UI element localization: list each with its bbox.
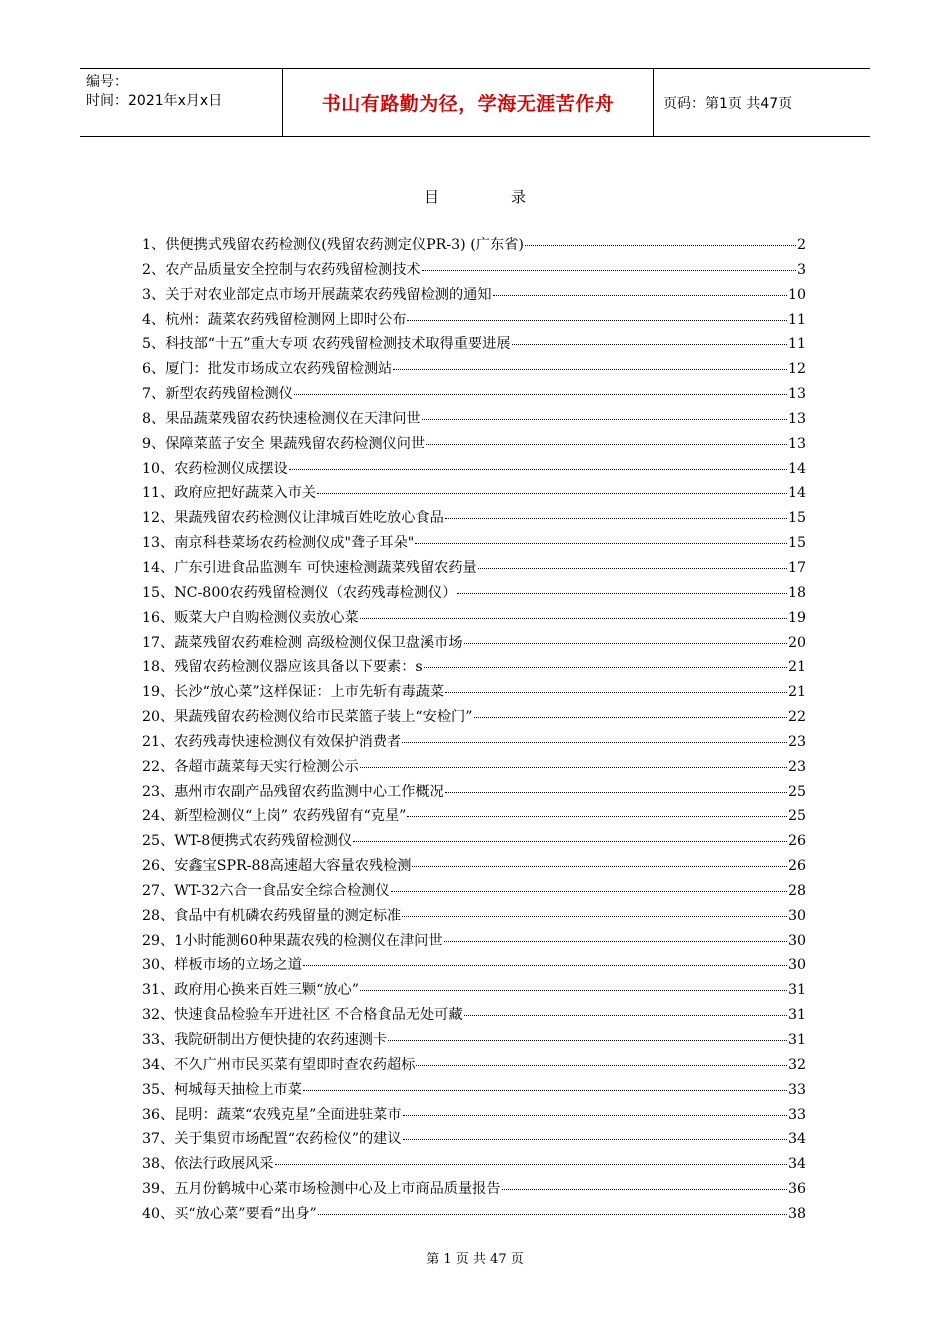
toc-entry-title: 18、残留农药检测仪器应该具备以下要素：s [142, 659, 423, 676]
toc-leader-dots [294, 394, 787, 395]
toc-entry-title: 20、果蔬残留农药检测仪给市民菜篮子装上“安检门” [142, 709, 473, 726]
toc-leader-dots [318, 1214, 787, 1215]
toc-entry-page: 36 [787, 1181, 806, 1198]
toc-entry-page: 20 [787, 634, 806, 651]
toc-entry-page: 33 [787, 1081, 806, 1098]
toc-entry-title: 22、各超市蔬菜每天实行检测公示 [142, 758, 359, 775]
toc-leader-dots [474, 717, 787, 718]
toc-leader-dots [424, 667, 787, 668]
toc-leader-dots [445, 792, 787, 793]
toc-leader-dots [402, 742, 787, 743]
toc-entry[interactable] [142, 408, 806, 433]
toc-entry-title: 3、关于对农业部定点市场开展蔬菜农药残留检测的通知 [142, 286, 492, 303]
toc-entry-page: 14 [787, 485, 806, 502]
toc-leader-dots [407, 816, 787, 817]
toc-leader-dots [402, 916, 787, 917]
document-header [80, 68, 870, 137]
toc-entry[interactable] [142, 830, 806, 855]
toc-entry-title: 5、科技部“十五”重大专项 农药残留检测技术取得重要进展 [142, 336, 511, 353]
toc-entry[interactable] [142, 855, 806, 880]
toc-entry[interactable] [142, 507, 806, 532]
toc-entry[interactable] [142, 557, 806, 582]
toc-entry[interactable] [142, 1029, 806, 1054]
toc-entry[interactable] [142, 731, 806, 756]
table-of-contents [142, 234, 806, 1228]
toc-entry-title: 35、柯城每天抽检上市菜 [142, 1081, 302, 1098]
toc-leader-dots [445, 692, 787, 693]
toc-leader-dots [464, 643, 787, 644]
toc-entry-title: 34、不久广州市民买菜有望即时查农药超标 [142, 1056, 416, 1073]
toc-entry-page: 15 [787, 510, 806, 527]
toc-entry[interactable] [142, 756, 806, 781]
toc-entry-title: 33、我院研制出方便快捷的农药速测卡 [142, 1032, 388, 1048]
toc-leader-dots [275, 1164, 787, 1165]
toc-entry-page: 17 [787, 559, 806, 576]
toc-leader-dots [502, 1189, 787, 1190]
toc-entry[interactable] [142, 979, 806, 1004]
toc-entry-title: 28、食品中有机磷农药残留量的测定标准 [142, 907, 402, 924]
toc-leader-dots [403, 1139, 787, 1140]
toc-entry-page: 12 [787, 361, 806, 378]
toc-entry-page: 31 [787, 1032, 806, 1048]
toc-leader-dots [289, 469, 787, 470]
toc-entry-page: 11 [787, 311, 806, 328]
toc-entry-title: 6、厦门：批发市场成立农药残留检测站 [142, 361, 393, 378]
toc-entry-page: 18 [787, 584, 806, 601]
toc-leader-dots [403, 1115, 787, 1116]
toc-entry-page: 28 [787, 882, 806, 899]
toc-entry-title: 23、惠州市农副产品残留农药监测中心工作概况 [142, 783, 444, 800]
toc-entry-page: 15 [787, 535, 806, 552]
toc-entry-title: 13、南京科巷菜场农药检测仪成"聋子耳朵" [142, 535, 415, 552]
header-page-cell [654, 69, 870, 136]
toc-leader-dots [360, 618, 787, 619]
toc-entry[interactable] [142, 930, 806, 955]
toc-entry[interactable] [142, 880, 806, 905]
toc-entry[interactable] [142, 1004, 806, 1029]
toc-leader-dots [393, 369, 787, 370]
toc-leader-dots [457, 593, 787, 594]
toc-leader-dots [303, 965, 787, 966]
toc-leader-dots [412, 866, 786, 867]
toc-entry[interactable] [142, 954, 806, 979]
toc-entry-title: 11、政府应把好蔬菜入市关 [142, 485, 317, 502]
toc-entry-title: 2、农产品质量安全控制与农药残留检测技术 [142, 261, 421, 278]
toc-entry-page: 33 [787, 1106, 806, 1123]
toc-title-char: 录 [511, 188, 527, 206]
page-footer: 第 1 页 共 47 页 [426, 1252, 524, 1267]
toc-entry-page: 32 [787, 1056, 806, 1073]
toc-leader-dots [360, 767, 787, 768]
toc-entry-page: 31 [787, 1007, 806, 1024]
toc-leader-dots [416, 1065, 787, 1066]
toc-entry[interactable] [142, 1153, 806, 1178]
page-label: 页码：第1页 共47页 [663, 95, 793, 112]
toc-entry-title: 14、广东引进食品监测车 可快速检测蔬菜残留农药量 [142, 559, 477, 576]
toc-entry-page: 11 [787, 336, 806, 353]
toc-leader-dots [407, 320, 787, 321]
toc-entry-title: 12、果蔬残留农药检测仪让津城百姓吃放心食品 [142, 510, 444, 527]
header-motto-cell [282, 69, 654, 136]
toc-leader-dots [444, 941, 787, 942]
toc-leader-dots [388, 1040, 787, 1041]
toc-entry-page: 19 [787, 609, 806, 626]
toc-entry-page: 25 [787, 783, 806, 800]
toc-entry[interactable] [142, 458, 806, 483]
toc-entry[interactable] [142, 1054, 806, 1079]
toc-entry-page: 26 [787, 858, 806, 875]
toc-entry-title: 32、快速食品检验车开进社区 不合格食品无处可藏 [142, 1007, 463, 1024]
toc-entry[interactable] [142, 706, 806, 731]
toc-entry-title: 40、买“放心菜”要看“出身” [142, 1205, 317, 1222]
toc-entry[interactable] [142, 781, 806, 806]
toc-leader-dots [360, 990, 787, 991]
toc-entry-page: 30 [787, 957, 806, 974]
toc-entry-title: 16、贩菜大户自购检测仪卖放心菜 [142, 609, 359, 626]
toc-entry-title: 10、农药检测仪成摆设 [142, 460, 288, 477]
toc-entry[interactable] [142, 656, 806, 681]
toc-entry[interactable] [142, 532, 806, 557]
toc-entry-title: 1、供便携式残留农药检测仪(残留农药测定仪PR-3) (广东省) [142, 237, 524, 253]
toc-entry[interactable] [142, 383, 806, 408]
toc-entry-title: 27、WT-32六合一食品安全综合检测仪 [142, 882, 390, 899]
toc-entry[interactable] [142, 358, 806, 383]
toc-entry-page: 30 [787, 932, 806, 949]
toc-leader-dots [422, 419, 787, 420]
toc-entry-page: 23 [787, 733, 806, 750]
toc-title [0, 186, 950, 207]
toc-entry[interactable] [142, 905, 806, 930]
toc-entry[interactable] [142, 433, 806, 458]
toc-entry-title: 36、昆明：蔬菜“农残克星”全面进驻菜市 [142, 1106, 402, 1123]
toc-leader-dots [478, 568, 787, 569]
toc-leader-dots [464, 1015, 787, 1016]
toc-entry-title: 4、杭州：蔬菜农药残留检测网上即时公布 [142, 311, 407, 328]
toc-entry-page: 2 [796, 237, 806, 253]
toc-leader-dots [391, 891, 787, 892]
toc-entry-page: 23 [787, 758, 806, 775]
toc-entry[interactable] [142, 1079, 806, 1104]
toc-entry[interactable] [142, 309, 806, 334]
toc-leader-dots [353, 841, 787, 842]
toc-leader-dots [422, 270, 796, 271]
toc-leader-dots [493, 295, 787, 296]
toc-entry-page: 3 [796, 261, 806, 278]
toc-entry-page: 22 [787, 709, 806, 726]
toc-entry[interactable] [142, 1104, 806, 1129]
toc-entry-title: 31、政府用心换来百姓三颗“放心” [142, 982, 359, 999]
toc-entry[interactable] [142, 632, 806, 657]
toc-entry[interactable] [142, 1178, 806, 1203]
toc-entry-page: 38 [787, 1205, 806, 1222]
toc-entry-page: 13 [787, 386, 806, 403]
toc-entry-title: 26、安鑫宝SPR-88高速超大容量农残检测 [142, 858, 412, 875]
toc-entry-page: 31 [787, 982, 806, 999]
toc-entry-title: 8、果品蔬菜残留农药快速检测仪在天津问世 [142, 410, 421, 427]
toc-entry-title: 38、依法行政展风采 [142, 1156, 274, 1173]
toc-entry-title: 37、关于集贸市场配置“农药检仪”的建议 [142, 1131, 402, 1148]
toc-entry-page: 30 [787, 907, 806, 924]
number-label: 编号： [86, 74, 128, 90]
toc-entry[interactable] [142, 259, 806, 284]
toc-entry-title: 39、五月份鹤城中心菜市场检测中心及上市商品质量报告 [142, 1181, 501, 1198]
toc-entry-page: 34 [787, 1156, 806, 1173]
toc-entry-page: 26 [787, 833, 806, 850]
toc-entry[interactable] [142, 681, 806, 706]
toc-entry-page: 21 [787, 684, 806, 701]
toc-entry[interactable] [142, 607, 806, 632]
toc-entry-title: 17、蔬菜残留农药难检测 高级检测仪保卫盘溪市场 [142, 634, 463, 651]
toc-entry-title: 21、农药残毒快速检测仪有效保护消费者 [142, 733, 402, 750]
toc-leader-dots [317, 493, 787, 494]
toc-leader-dots [445, 518, 787, 519]
toc-entry-page: 10 [787, 286, 806, 303]
toc-entry-page: 13 [787, 435, 806, 452]
toc-entry[interactable] [142, 234, 806, 259]
toc-entry[interactable] [142, 582, 806, 607]
toc-entry-page: 13 [787, 410, 806, 427]
toc-entry-title: 19、长沙“放心菜”这样保证：上市先斩有毒蔬菜 [142, 684, 445, 701]
toc-title-char: 目 [423, 188, 439, 206]
toc-entry-title: 9、保障菜蓝子安全 果蔬残留农药检测仪问世 [142, 435, 426, 452]
toc-entry[interactable] [142, 333, 806, 358]
toc-entry[interactable] [142, 284, 806, 309]
toc-entry[interactable] [142, 482, 806, 507]
toc-entry-title: 25、WT-8便携式农药残留检测仪 [142, 833, 353, 850]
toc-entry[interactable] [142, 1203, 806, 1228]
toc-entry-page: 25 [787, 808, 806, 825]
toc-leader-dots [415, 543, 787, 544]
toc-leader-dots [525, 245, 796, 246]
toc-leader-dots [426, 444, 787, 445]
toc-leader-dots [303, 1090, 787, 1091]
time-label: 时间：2021年x月x日 [86, 93, 223, 109]
toc-entry-title: 29、1小时能测60种果蔬农残的检测仪在津问世 [142, 932, 443, 949]
toc-entry-page: 34 [787, 1131, 806, 1148]
header-meta [80, 69, 282, 136]
toc-entry-title: 24、新型检测仪“上岗” 农药残留有“克星” [142, 808, 407, 825]
toc-entry-title: 15、NC-800农药残留检测仪（农药残毒检测仪） [142, 584, 457, 601]
toc-entry-title: 30、样板市场的立场之道 [142, 957, 302, 974]
toc-entry[interactable] [142, 805, 806, 830]
toc-entry-title: 7、新型农药残留检测仪 [142, 386, 293, 403]
toc-leader-dots [512, 344, 787, 345]
toc-entry[interactable] [142, 1128, 806, 1153]
toc-entry-page: 21 [787, 659, 806, 676]
motto-text: 书山有路勤为径，学海无涯苦作舟 [321, 93, 615, 115]
toc-entry-page: 14 [787, 460, 806, 477]
